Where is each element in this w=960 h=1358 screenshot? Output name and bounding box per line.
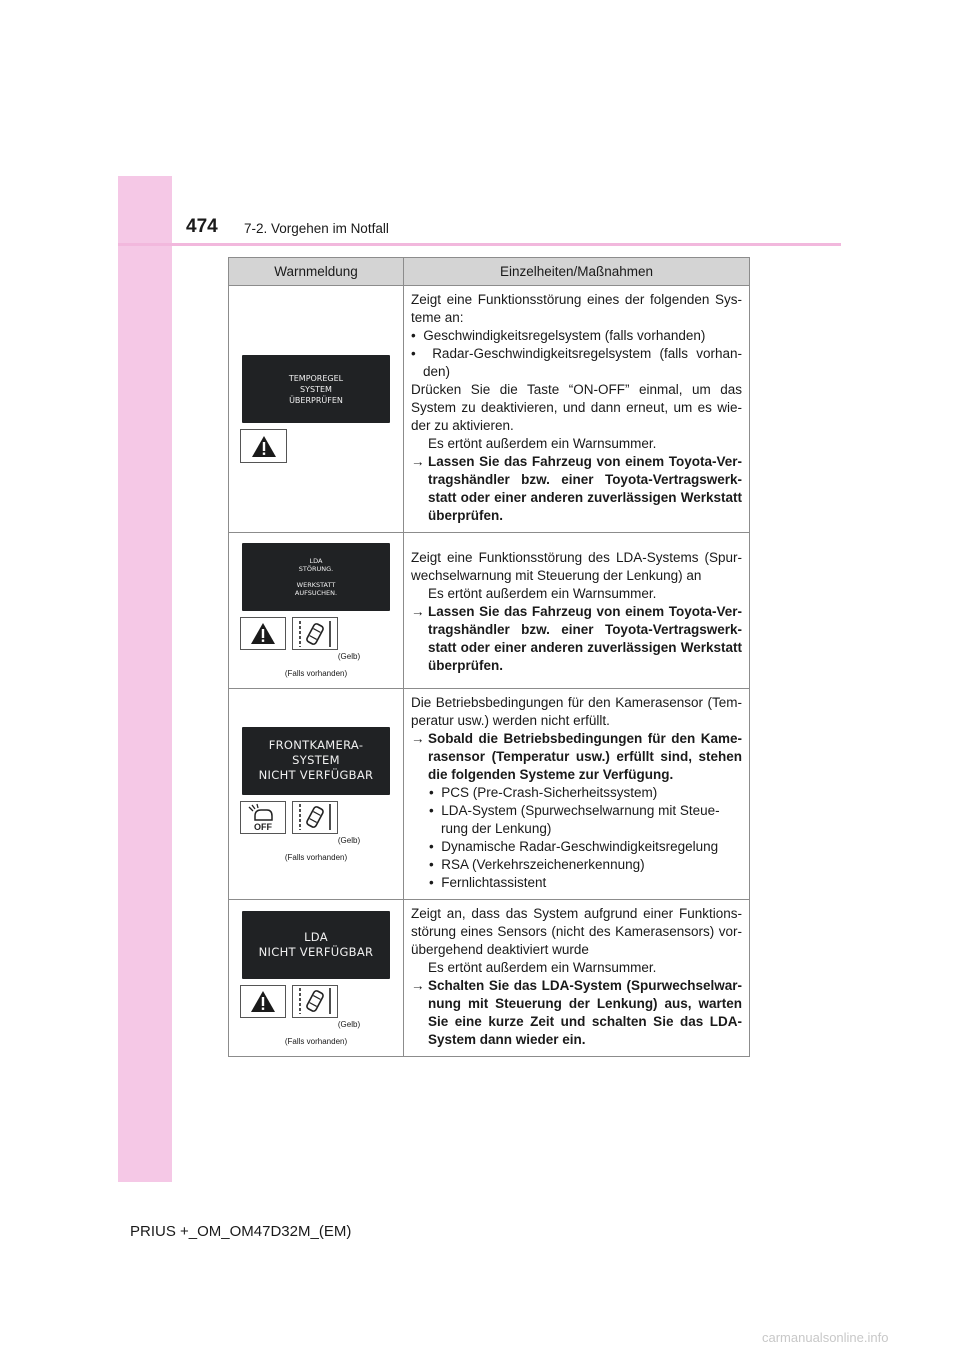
detail-intro: Zeigt eine Funktionsstörung eines der folgenden Sys-teme an:: [411, 292, 742, 325]
screen-line: SYSTEM: [300, 384, 332, 394]
system-item: • RSA (Verkehrszeichenerkennung): [429, 857, 645, 872]
watermark: carmanualsonline.info: [762, 1330, 889, 1345]
system-item-text: PCS (Pre-Crash-Sicherheitssystem): [441, 785, 658, 800]
system-item-cont: rung der Lenkung): [441, 821, 552, 836]
system-item-text: Fernlichtassistent: [441, 875, 547, 890]
detail-paragraph: Drücken Sie die Taste “ON-OFF” einmal, um das System zu deaktivieren, und dann erneut, um es wie-der zu aktivieren.: [411, 382, 742, 433]
warning-triangle-icon: [240, 617, 286, 650]
detail-action-text: Schalten Sie das LDA-System (Spurwechselwar-nung mit Steuerung der Lenkung) aus, warten Sie eine kurze Zeit und schalten Sie das LDA-System dann wieder ein.: [428, 978, 742, 1047]
detail-intro: Zeigt eine Funktionsstörung des LDA-Systems (Spur-wechselwarnung mit Steuerung der Lenkung) an: [411, 550, 742, 583]
detail-intro: Die Betriebsbedingungen für den Kamerasensor (Tem-peratur usw.) werden nicht erfüllt.: [411, 695, 742, 728]
screen-line: NICHT VERFÜGBAR: [258, 768, 374, 782]
system-item-text: Dynamische Radar-Geschwindigkeitsregelung: [441, 839, 719, 854]
table-header-row: [229, 258, 750, 286]
page-number: 474: [186, 216, 218, 237]
display-screen: [242, 727, 390, 795]
detail-bullet: • Geschwindigkeitsregelsystem (falls vorhanden): [411, 328, 706, 343]
screen-line: NICHT VERFÜGBAR: [258, 944, 374, 959]
screen-line: LDA: [309, 557, 323, 565]
system-item-text: RSA (Verkehrszeichenerkennung): [441, 857, 645, 872]
detail-bullet-text: Geschwindigkeitsregelsystem (falls vorhanden): [423, 328, 706, 343]
col-header-details: Einzelheiten/Maßnahmen: [404, 258, 750, 286]
lane-departure-icon: [292, 985, 338, 1018]
lane-departure-icon: [292, 801, 338, 834]
system-item: • PCS (Pre-Crash-Sicherheitssystem): [429, 785, 658, 800]
detail-action-text: Lassen Sie das Fahrzeug von einem Toyota-Ver-tragshändler bzw. einer Toyota-Vertragswerk-statt oder einer anderen zuverlässigen Werkstatt überprüfen.: [428, 604, 742, 673]
screen-line: WERKSTATT: [296, 581, 336, 589]
col-header-warning: Warnmeldung: [229, 258, 404, 286]
arrow-icon: →: [411, 731, 425, 746]
warning-cell: [229, 689, 404, 900]
display-screen: [242, 543, 390, 611]
detail-action: [411, 730, 742, 784]
screen-line: LDA: [304, 929, 328, 944]
details-cell: [404, 900, 750, 1057]
details-cell: [404, 533, 750, 689]
screen-line: AUFSUCHEN.: [294, 589, 338, 597]
screen-line: TEMPOREGEL: [288, 373, 344, 383]
table-row: [229, 689, 750, 900]
table-row: [229, 900, 750, 1057]
color-annotation: (Gelb): [337, 1019, 361, 1029]
icon-row: [240, 801, 403, 834]
detail-action-text: Sobald die Betriebsbedingungen für den Kame-rasensor (Temperatur usw.) erfüllt sind, stehen die folgenden Systeme zur Verfügung.: [428, 731, 742, 782]
footer-code: PRIUS +_OM_OM47D32M_(EM): [130, 1223, 352, 1240]
section-title: 7-2. Vorgehen im Notfall: [244, 221, 389, 236]
detail-buzzer: Es ertönt außerdem ein Warnsummer.: [428, 436, 657, 451]
detail-action: [411, 453, 742, 525]
system-item: • Dynamische Radar-Geschwindigkeitsregelung: [429, 839, 719, 854]
warning-cell: [229, 900, 404, 1057]
availability-note: (Falls vorhanden): [284, 852, 348, 862]
arrow-icon: →: [411, 604, 425, 619]
warning-table: [228, 257, 750, 1057]
screen-line: SYSTEM: [292, 753, 340, 767]
system-item-text: LDA-System (Spurwechselwarnung mit Steue-: [441, 803, 720, 818]
table-row: [229, 286, 750, 533]
system-item: • Fernlichtassistent: [429, 875, 547, 890]
display-screen: [242, 911, 390, 979]
detail-buzzer: Es ertönt außerdem ein Warnsummer.: [428, 586, 657, 601]
icon-row: [240, 617, 403, 650]
sidebar-band: [118, 176, 172, 1182]
detail-intro: Zeigt an, dass das System aufgrund einer Funktions-störung eines Sensors (nicht des Kamerasensors) vor-übergehend deaktiviert wurde: [411, 906, 742, 957]
lane-departure-icon: [292, 617, 338, 650]
pcs-off-icon: [240, 801, 286, 834]
warning-triangle-icon: [240, 429, 287, 463]
screen-line: STÖRUNG.: [298, 565, 334, 573]
availability-note: (Falls vorhanden): [284, 1036, 348, 1046]
warning-cell: [229, 286, 404, 533]
details-cell: [404, 689, 750, 900]
header-rule: [118, 243, 841, 246]
icon-row: [240, 985, 403, 1018]
detail-buzzer: Es ertönt außerdem ein Warnsummer.: [428, 960, 657, 975]
display-screen: [242, 355, 390, 423]
warning-triangle-icon: [240, 985, 286, 1018]
arrow-icon: →: [411, 978, 425, 993]
color-annotation: (Gelb): [337, 835, 361, 845]
detail-action-text: Lassen Sie das Fahrzeug von einem Toyota-Ver-tragshändler bzw. einer Toyota-Vertragswerk-statt oder einer anderen zuverlässigen Werkstatt überprüfen.: [428, 454, 742, 523]
arrow-icon: →: [411, 454, 425, 469]
detail-bullet-text: Radar-Geschwindigkeitsregelsystem (falls vorhan-den): [423, 346, 742, 379]
detail-bullet: • Radar-Geschwindigkeitsregelsystem (falls vorhan-den): [411, 346, 742, 379]
warning-cell: [229, 533, 404, 689]
detail-action: [411, 603, 742, 675]
svg-text:OFF: OFF: [254, 822, 272, 832]
table-row: [229, 533, 750, 689]
screen-line: FRONTKAMERA-: [268, 738, 364, 752]
details-cell: [404, 286, 750, 533]
icon-row: [240, 429, 403, 463]
availability-note: (Falls vorhanden): [284, 669, 348, 678]
detail-action: [411, 977, 742, 1049]
screen-line: ÜBERPRÜFEN: [289, 395, 343, 405]
color-annotation: (Gelb): [337, 652, 361, 661]
system-item: • LDA-System (Spurwechselwarnung mit Steue-: [429, 803, 720, 818]
